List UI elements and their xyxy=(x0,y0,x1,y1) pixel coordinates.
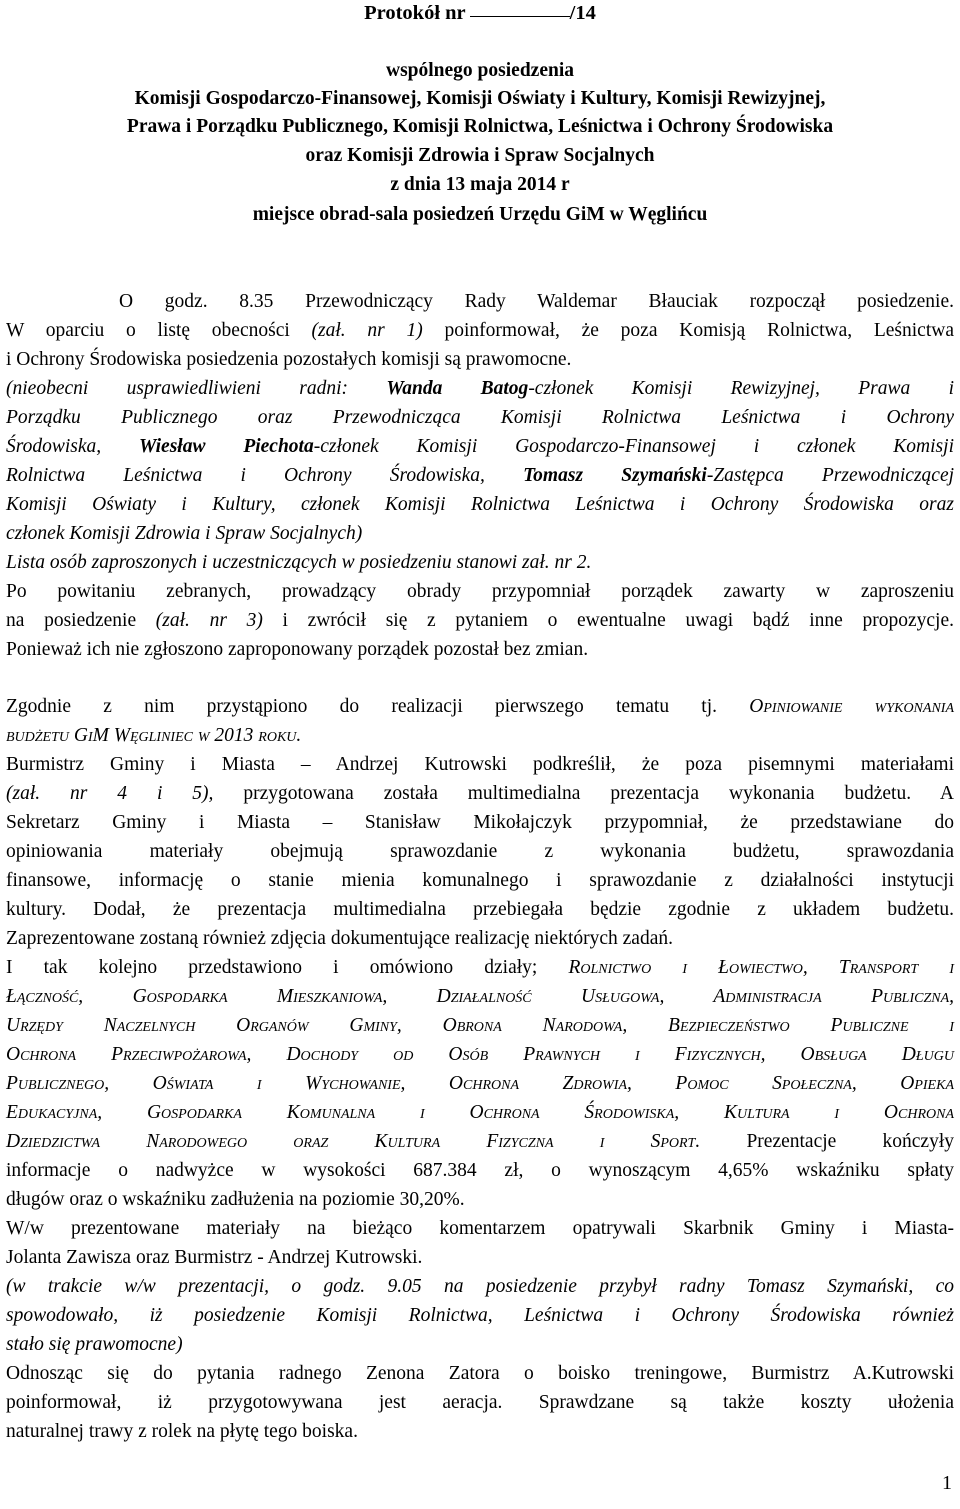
body-line-8: Komisji Oświaty i Kultury, członek Komisji Rolnictwa Leśnictwa i Ochrony Środowiska oraz xyxy=(6,494,954,515)
body-line-38: poinformował, iż przygotowywana jest aeracja. Sprawdzane są także koszty ułożenia xyxy=(6,1392,954,1413)
body-line-23: I tak kolejno przedstawiono i omówiono działy; Rolnictwo i Łowiectwo, Transport i xyxy=(6,957,955,978)
body-line-18: Sekretarz Gminy i Miasta – Stanisław Mikołajczyk przypomniał, że przedstawiane do xyxy=(6,812,954,833)
body-line-39: naturalnej trawy z rolek na płytę tego boiska. xyxy=(6,1421,358,1442)
header-line-3: Prawa i Porządku Publicznego, Komisji Rolnictwa, Leśnictwa i Ochrony Środowiska xyxy=(126,116,834,137)
header-line-1: wspólnego posiedzenia xyxy=(386,60,574,81)
body-line-13: Ponieważ ich nie zgłoszono zaproponowany porządek pozostał bez zmian. xyxy=(6,639,589,660)
number-blank-line xyxy=(470,15,570,17)
body-line-15: budżetu GiM Węgliniec w 2013 roku. xyxy=(6,725,302,746)
body-line-33: Jolanta Zawisza oraz Burmistrz - Andrzej Kutrowski. xyxy=(6,1247,423,1268)
protocol-title xyxy=(0,2,960,24)
body-line-14: Zgodnie z nim przystąpiono do realizacji pierwszego tematu tj. Opiniowanie wykonania xyxy=(6,696,954,717)
body-line-35: spowodowało, iż posiedzenie Komisji Rolnictwa, Leśnictwa i Ochrony Środowiska również xyxy=(6,1305,954,1326)
body-line-4: (nieobecni usprawiedliwieni radni: Wanda Batog-członek Komisji Rewizyjnej, Prawa i xyxy=(6,378,954,399)
body-line-36: stało się prawomocne) xyxy=(6,1334,183,1355)
page-number: 1 xyxy=(942,1472,952,1494)
body-line-19: opiniowania materiały obejmują sprawozdanie z wykonania budżetu, sprawozdania xyxy=(6,841,954,862)
body-line-7: Rolnictwa Leśnictwa i Ochrony Środowiska, Tomasz Szymański-Zastępca Przewodniczącej xyxy=(6,465,955,486)
body-line-29: Dziedzictwa Narodowego oraz Kultura Fizyczna i Sport. Prezentacje kończyły xyxy=(6,1131,954,1152)
title-prefix: Protokół nr xyxy=(364,2,466,24)
body-line-26: Ochrona Przeciwpożarowa, Dochody od Osób Prawnych i Fizycznych, Obsługa Długu xyxy=(6,1044,954,1065)
body-line-17: (zał. nr 4 i 5), przygotowana została multimedialna prezentacja wykonania budżetu. A xyxy=(6,783,955,804)
body-line-1: O godz. 8.35 Przewodniczący Rady Waldemar Błauciak rozpoczął posiedzenie. xyxy=(119,291,954,312)
body-line-2: W oparciu o listę obecności (zał. nr 1) poinformował, że poza Komisją Rolnictwa, Leśnictwa xyxy=(6,320,954,341)
body-line-30: informacje o nadwyżce w wysokości 687.384 zł, o wynoszącym 4,65% wskaźniku spłaty xyxy=(6,1160,954,1181)
header-line-6: miejsce obrad-sala posiedzeń Urzędu GiM w Węglińcu xyxy=(252,204,708,225)
body-line-10: Lista osób zaproszonych i uczestniczących w posiedzeniu stanowi zał. nr 2. xyxy=(6,552,592,573)
body-line-31: długów oraz o wskaźniku zadłużenia na poziomie 30,20%. xyxy=(6,1189,465,1210)
body-line-5: Porządku Publicznego oraz Przewodnicząca Komisji Rolnictwa Leśnictwa i Ochrony xyxy=(6,407,954,428)
body-line-25: Urzędy Naczelnych Organów Gminy, Obrona Narodowa, Bezpieczeństwo Publiczne i xyxy=(6,1015,954,1036)
body-line-16: Burmistrz Gminy i Miasta – Andrzej Kutrowski podkreślił, że poza pisemnymi materiałami xyxy=(6,754,954,775)
body-line-20: finansowe, informację o stanie mienia komunalnego i sprawozdanie z działalności instytucji xyxy=(6,870,954,891)
body-line-34: (w trakcie w/w prezentacji, o godz. 9.05 na posiedzenie przybył radny Tomasz Szymański, co xyxy=(6,1276,954,1297)
body-line-9: członek Komisji Zdrowia i Spraw Socjalnych) xyxy=(6,523,363,544)
header-line-2: Komisji Gospodarczo-Finansowej, Komisji Oświaty i Kultury, Komisji Rewizyjnej, xyxy=(134,88,826,109)
title-suffix: /14 xyxy=(569,2,596,24)
body-line-28: Edukacyjna, Gospodarka Komunalna i Ochrona Środowiska, Kultura i Ochrona xyxy=(6,1102,954,1123)
body-line-6: Środowiska, Wiesław Piechota-członek Komisji Gospodarczo-Finansowej i członek Komisji xyxy=(6,436,954,457)
body-line-32: W/w prezentowane materiały na bieżąco komentarzem opatrywali Skarbnik Gminy i Miasta- xyxy=(6,1218,954,1239)
body-line-27: Publicznego, Oświata i Wychowanie, Ochrona Zdrowia, Pomoc Społeczna, Opieka xyxy=(6,1073,954,1094)
body-line-12: na posiedzenie (zał. nr 3) i zwrócił się z pytaniem o ewentualne uwagi bądź inne propozycje. xyxy=(6,610,954,631)
header-line-4: oraz Komisji Zdrowia i Spraw Socjalnych xyxy=(305,145,655,166)
body-line-37: Odnosząc się do pytania radnego Zenona Zatora o boisko treningowe, Burmistrz A.Kutrowski xyxy=(6,1363,954,1384)
body-line-22: Zaprezentowane zostaną również zdjęcia dokumentujące realizację niektórych zadań. xyxy=(6,928,673,949)
body-line-24: Łączność, Gospodarka Mieszkaniowa, Działalność Usługowa, Administracja Publiczna, xyxy=(6,986,954,1007)
body-line-21: kultury. Dodał, że prezentacja multimedialna przebiegała będzie zgodnie z układem budżetu. xyxy=(6,899,954,920)
body-line-11: Po powitaniu zebranych, prowadzący obrady przypomniał porządek zawarty w zaproszeniu xyxy=(6,581,954,602)
header-line-5: z dnia 13 maja 2014 r xyxy=(390,174,570,195)
body-line-3: i Ochrony Środowiska posiedzenia pozostałych komisji są prawomocne. xyxy=(6,349,572,370)
